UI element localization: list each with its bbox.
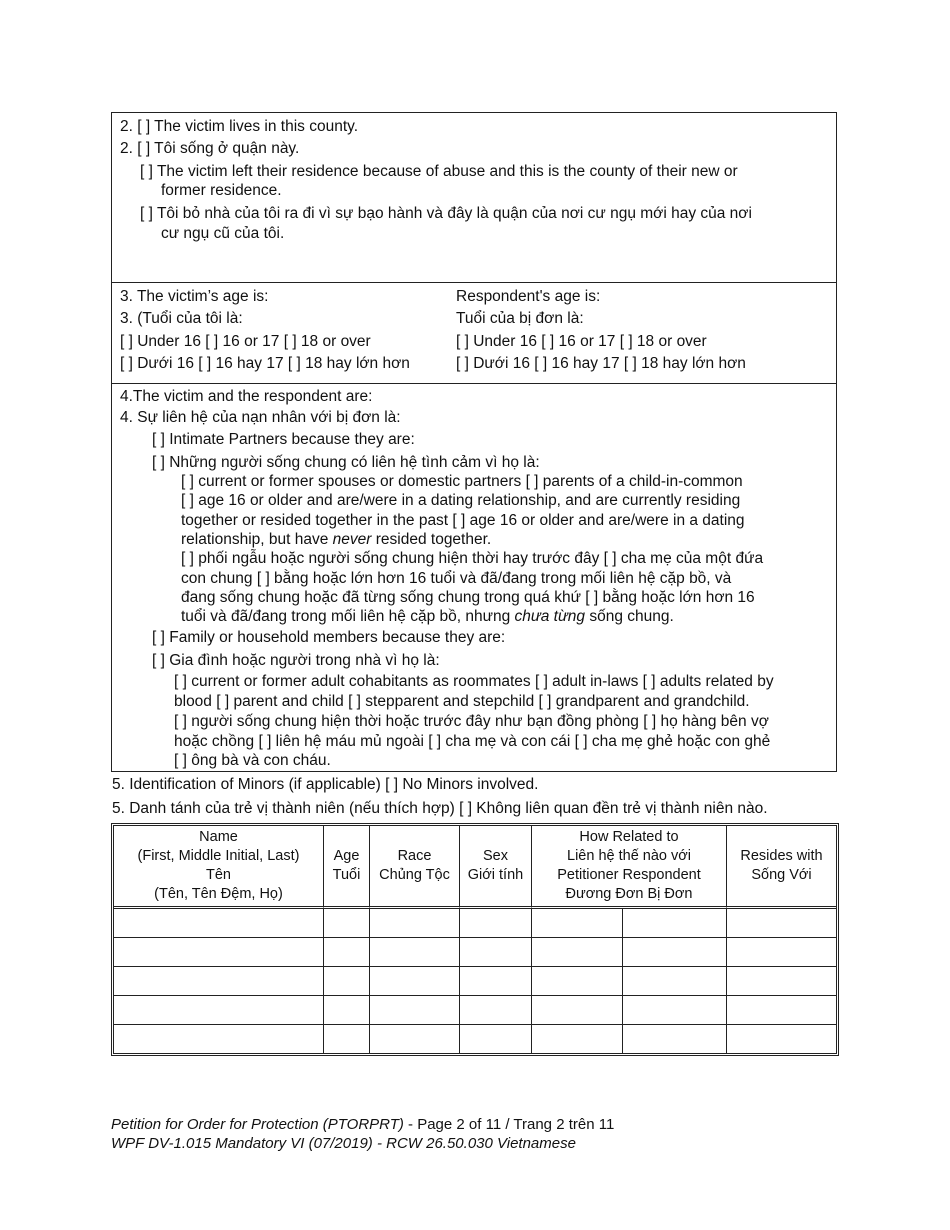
respondent-relation-cell[interactable] [623, 967, 727, 996]
left-residence-option-vi-1[interactable]: [ ] Tôi bỏ nhà của tôi ra đi vì sự bạo hành và đây là quận của nơi cư ngụ mới hay của nơi [140, 205, 752, 222]
petitioner-relation-cell[interactable] [532, 967, 623, 996]
table-row [114, 909, 836, 938]
family-detail-vi-3[interactable]: [ ] ông bà và con cháu. [174, 752, 331, 769]
age-cell[interactable] [324, 938, 370, 967]
respondent-relation-cell[interactable] [623, 996, 727, 1025]
minors-table [111, 823, 839, 1056]
respondent-age-label-vi: Tuổi của bị đơn là: [456, 310, 584, 327]
petitioner-relation-cell[interactable] [532, 996, 623, 1025]
race-cell[interactable] [370, 967, 460, 996]
victim-age-options-vi[interactable]: [ ] Dưới 16 [ ] 16 hay 17 [ ] 18 hay lớn hơn [120, 355, 410, 372]
section-4-box [111, 383, 837, 772]
intimate-detail-en-2[interactable]: [ ] age 16 or older and are/were in a dating relationship, and are currently residing [181, 492, 741, 509]
sex-cell[interactable] [460, 1025, 532, 1053]
name-cell[interactable] [114, 938, 324, 967]
left-residence-option-vi-2: cư ngụ cũ của tôi. [161, 225, 285, 242]
race-cell[interactable] [370, 1025, 460, 1053]
section-2-box [111, 112, 837, 283]
name-cell[interactable] [114, 967, 324, 996]
intimate-detail-en-1[interactable]: [ ] current or former spouses or domestic partners [ ] parents of a child-in-common [181, 473, 743, 490]
sex-cell[interactable] [460, 996, 532, 1025]
sex-cell[interactable] [460, 938, 532, 967]
table-row [114, 967, 836, 996]
family-members-option-vi[interactable]: [ ] Gia đình hoặc người trong nhà vì họ là: [152, 652, 440, 669]
age-cell[interactable] [324, 909, 370, 938]
resides-with-cell[interactable] [727, 996, 836, 1025]
family-members-option-en[interactable]: [ ] Family or household members because they are: [152, 629, 506, 646]
left-residence-option-en-2: former residence. [161, 182, 282, 199]
respondent-age-options-vi[interactable]: [ ] Dưới 16 [ ] 16 hay 17 [ ] 18 hay lớn hơn [456, 355, 746, 372]
residence-option-vi[interactable]: 2. [ ] Tôi sống ở quận này. [120, 140, 300, 157]
petitioner-relation-cell[interactable] [532, 1025, 623, 1053]
name-cell[interactable] [114, 909, 324, 938]
intimate-detail-vi-2[interactable]: con chung [ ] bằng hoặc lớn hơn 16 tuổi và đã/đang trong mối liên hệ cặp bồ, và [181, 570, 732, 587]
name-cell[interactable] [114, 1025, 324, 1053]
resides-with-cell[interactable] [727, 967, 836, 996]
victim-age-options-en[interactable]: [ ] Under 16 [ ] 16 or 17 [ ] 18 or over [120, 333, 371, 350]
section-3-box [111, 282, 837, 384]
footer-line-2: WPF DV-1.015 Mandatory VI (07/2019) - RCW 26.50.030 Vietnamese [111, 1135, 576, 1152]
intimate-detail-en-4: relationship, but have never resided together. [181, 531, 492, 548]
victim-age-label-en: 3. The victim’s age is: [120, 288, 269, 305]
intimate-partners-option-en[interactable]: [ ] Intimate Partners because they are: [152, 431, 415, 448]
sex-cell[interactable] [460, 909, 532, 938]
resides-with-cell[interactable] [727, 909, 836, 938]
name-cell[interactable] [114, 996, 324, 1025]
intimate-detail-en-3[interactable]: together or resided together in the past [ ] age 16 or older and are/were in a dating [181, 512, 745, 529]
table-row [114, 938, 836, 967]
minors-table-header [114, 826, 836, 909]
age-cell[interactable] [324, 1025, 370, 1053]
family-detail-vi-2[interactable]: hoặc chồng [ ] liên hệ máu mủ ngoài [ ] cha mẹ và con cái [ ] cha mẹ ghẻ hoặc con ghẻ [174, 733, 771, 750]
header-age: Age Tuổi [324, 826, 370, 909]
respondent-relation-cell[interactable] [623, 938, 727, 967]
minors-title-en[interactable]: 5. Identification of Minors (if applicable) [ ] No Minors involved. [112, 776, 539, 793]
header-resides-with: Resides with Sống Với [727, 826, 836, 909]
relationship-title-vi: 4. Sự liên hệ của nạn nhân với bị đơn là: [120, 409, 401, 426]
intimate-partners-option-vi[interactable]: [ ] Những người sống chung có liên hệ tình cảm vì họ là: [152, 454, 540, 471]
resides-with-cell[interactable] [727, 938, 836, 967]
family-detail-en-1[interactable]: [ ] current or former adult cohabitants as roommates [ ] adult in-laws [ ] adults related by [174, 673, 774, 690]
table-row [114, 996, 836, 1025]
age-cell[interactable] [324, 996, 370, 1025]
minors-title-vi[interactable]: 5. Danh tánh của trẻ vị thành niên (nếu thích hợp) [ ] Không liên quan đền trẻ vị thành niên nào. [112, 800, 768, 817]
race-cell[interactable] [370, 938, 460, 967]
family-detail-vi-1[interactable]: [ ] người sống chung hiện thời hoặc trước đây như bạn đồng phòng [ ] họ hàng bên vợ [174, 713, 769, 730]
respondent-relation-cell[interactable] [623, 1025, 727, 1053]
resides-with-cell[interactable] [727, 1025, 836, 1053]
residence-option-en[interactable]: 2. [ ] The victim lives in this county. [120, 118, 359, 135]
respondent-relation-cell[interactable] [623, 909, 727, 938]
respondent-age-label-en: Respondent's age is: [456, 288, 601, 305]
sex-cell[interactable] [460, 967, 532, 996]
table-row [114, 1025, 836, 1053]
victim-age-label-vi: 3. (Tuổi của tôi là: [120, 310, 243, 327]
petitioner-relation-cell[interactable] [532, 909, 623, 938]
respondent-age-options-en[interactable]: [ ] Under 16 [ ] 16 or 17 [ ] 18 or over [456, 333, 707, 350]
header-how-related: How Related to Liên hệ thế nào với Petitioner Respondent Đương Đơn Bị Đơn [532, 826, 727, 909]
left-residence-option-en-1[interactable]: [ ] The victim left their residence because of abuse and this is the county of their new or [140, 163, 738, 180]
relationship-title-en: 4.The victim and the respondent are: [120, 388, 373, 405]
petitioner-relation-cell[interactable] [532, 938, 623, 967]
header-name: Name (First, Middle Initial, Last) Tên (Tên, Tên Đệm, Họ) [114, 826, 324, 909]
race-cell[interactable] [370, 909, 460, 938]
header-sex: Sex Giới tính [460, 826, 532, 909]
family-detail-en-2[interactable]: blood [ ] parent and child [ ] stepparent and stepchild [ ] grandparent and grandchild. [174, 693, 750, 710]
header-race: Race Chủng Tộc [370, 826, 460, 909]
footer-line-1: Petition for Order for Protection (PTORPRT) - Page 2 of 11 / Trang 2 trên 11 [111, 1116, 615, 1133]
intimate-detail-vi-1[interactable]: [ ] phối ngẫu hoặc người sống chung hiện thời hay trước đây [ ] cha mẹ của một đứa [181, 550, 764, 567]
intimate-detail-vi-4: tuổi và đã/đang trong mối liên hệ cặp bồ, nhưng chưa từng sống chung. [181, 608, 674, 625]
intimate-detail-vi-3[interactable]: đang sống chung hoặc đã từng sống chung trong quá khứ [ ] bằng hoặc lớn hơn 16 [181, 589, 755, 606]
age-cell[interactable] [324, 967, 370, 996]
race-cell[interactable] [370, 996, 460, 1025]
